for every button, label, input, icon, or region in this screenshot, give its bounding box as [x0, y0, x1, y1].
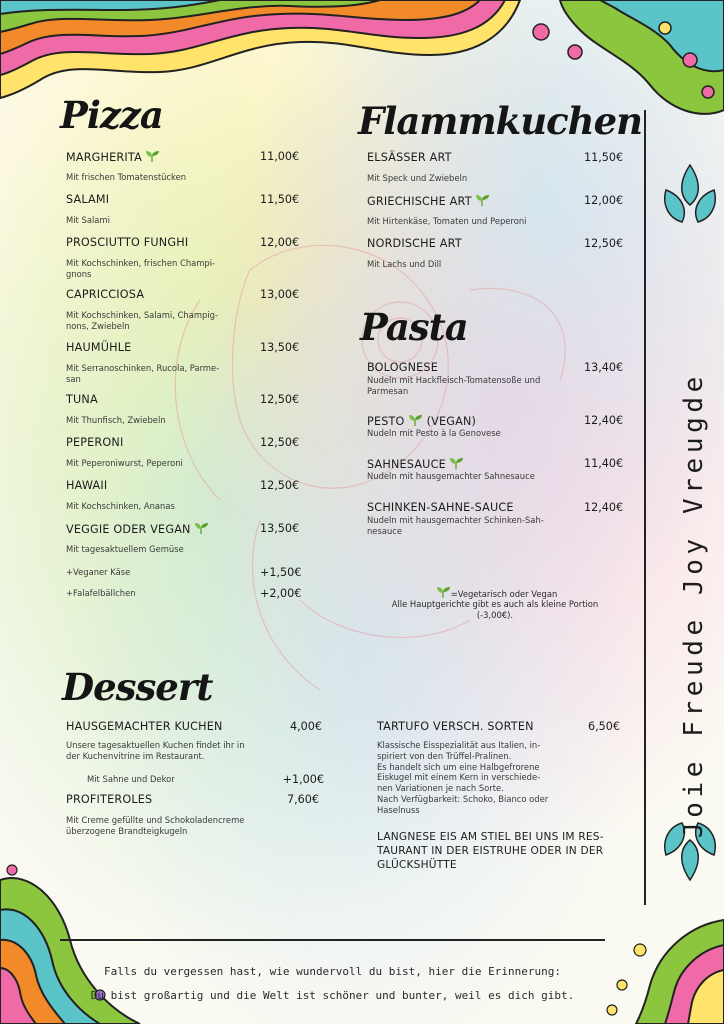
- pasta-heading: Pasta: [360, 305, 468, 349]
- dessert-kuchen-desc: Unsere tagesaktuellen Kuchen findet ihr in der Kuchenvitrine im Restaurant.: [66, 740, 245, 761]
- dessert-sahne-price: +1,00€: [282, 773, 324, 786]
- menu-item-price: 12,00€: [260, 236, 300, 249]
- menu-item-price: 12,40€: [584, 414, 624, 427]
- dessert-profiteroles-price: 7,60€: [286, 793, 319, 806]
- menu-item-name: [66, 150, 160, 165]
- menu-item-title: SALAMI: [66, 193, 110, 206]
- menu-item-name: [367, 194, 490, 209]
- dessert-kuchen-row: [66, 720, 322, 734]
- dessert-kuchen-price: 4,00€: [289, 720, 322, 733]
- sprout-icon: [408, 414, 423, 426]
- menu-item-row: [367, 501, 631, 515]
- menu-item-suffix: (VEGAN): [426, 415, 477, 428]
- menu-extra-price: +1,50€: [260, 566, 302, 579]
- menu-item-name: [66, 393, 98, 407]
- menu-item-price: 13,40€: [584, 361, 624, 374]
- menu-item-row: [367, 237, 631, 251]
- menu-extra-price: +2,00€: [260, 587, 302, 600]
- pasta-list: [367, 361, 631, 561]
- menu-item-title: ELSÄSSER ART: [367, 151, 452, 164]
- menu-item-desc: Mit Hirtenkäse, Tomaten und Peperoni: [367, 216, 527, 226]
- menu-item-row: [66, 393, 306, 407]
- dessert-heading: Dessert: [62, 665, 213, 709]
- menu-item-row: [367, 194, 631, 208]
- menu-item-name: [66, 522, 209, 537]
- menu-item-title: SAHNESAUCE: [367, 458, 446, 471]
- menu-item-title: HAWAII: [66, 479, 108, 492]
- sprout-icon: [145, 150, 160, 162]
- menu-item-name: [66, 479, 107, 493]
- menu-item-name: [367, 237, 462, 251]
- dessert-profiteroles-row: [66, 793, 319, 807]
- menu-item-desc: Nudeln mit hausgemachter Sahnesauce: [367, 471, 535, 481]
- menu-item-desc: Nudeln mit Pesto à la Genovese: [367, 428, 501, 438]
- menu-item-price: 13,00€: [260, 288, 300, 301]
- menu-item-name: [66, 288, 144, 302]
- sprout-icon: [436, 586, 451, 598]
- menu-item-desc: Mit Kochschinken, Salami, Champig- nons, Zwiebeln: [66, 310, 219, 331]
- menu-item-title: NORDISCHE ART: [367, 237, 462, 250]
- menu-item-price: 12,50€: [260, 393, 300, 406]
- menu-item-row: [66, 150, 306, 164]
- menu-item-price: 12,50€: [584, 237, 624, 250]
- menu-item-row: [367, 361, 631, 375]
- menu-item-title: HAUMÜHLE: [66, 341, 132, 354]
- menu-item-desc: Mit frischen Tomatenstücken: [66, 172, 187, 182]
- menu-item-price: 11,40€: [584, 457, 624, 470]
- menu-item-price: 11,50€: [260, 193, 300, 206]
- menu-item-title: GRIECHISCHE ART: [367, 195, 472, 208]
- menu-item-row: [367, 151, 631, 165]
- menu-item-row: [66, 288, 306, 302]
- sprout-icon: [194, 522, 209, 534]
- dessert-sahne-name: Mit Sahne und Dekor: [87, 774, 175, 784]
- dessert-tartufo-name: TARTUFO VERSCH. SORTEN: [377, 720, 534, 733]
- menu-item-price: 12,40€: [584, 501, 624, 514]
- pizza-list: [66, 150, 306, 650]
- menu-item-desc: Mit Salami: [66, 215, 110, 225]
- menu-item-name: [66, 341, 131, 355]
- menu-item-title: SCHINKEN-SAHNE-SAUCE: [367, 501, 514, 514]
- dessert-kuchen-name: HAUSGEMACHTER KUCHEN: [66, 720, 223, 733]
- menu-item-title: PROSCIUTTO FUNGHI: [66, 236, 189, 249]
- menu-item-desc: Mit Peperoniwurst, Peperoni: [66, 458, 183, 468]
- menu-item-name: [367, 457, 464, 472]
- menu-item-desc: Mit Speck und Zwiebeln: [367, 173, 468, 183]
- menu-item-name: [367, 361, 438, 375]
- menu-item-row: [66, 436, 306, 450]
- dessert-tartufo-desc: Klassische Eisspezialität aus Italien, in- spiriert von den Trüffel-Pralinen. Es handelt sich um eine Halbgefrorene Eiskugel mit einem Kern in verschiede- nen Variationen je nach Sorte. Nach Verfügbarkeit: Schoko, Bianco oder Haselnuss: [377, 740, 549, 815]
- menu-item-row: [66, 341, 306, 355]
- sprout-icon: [475, 194, 490, 206]
- menu-item-name: [66, 236, 188, 250]
- menu-item-row: [66, 236, 306, 250]
- dessert-sahne-row: [87, 773, 324, 787]
- menu-item-name: [367, 414, 476, 429]
- menu-item-desc: Nudeln mit hausgemachter Schinken-Sah- nesauce: [367, 515, 544, 536]
- dessert-profiteroles-desc: Mit Creme gefüllte und Schokoladencreme überzogene Brandteigkugeln: [66, 815, 245, 836]
- menu-item-row: [66, 193, 306, 207]
- menu-item-name: [367, 501, 514, 515]
- dessert-tartufo-price: 6,50€: [587, 720, 620, 733]
- vegetarian-legend: [360, 586, 630, 600]
- menu-extra-name: +Veganer Käse: [66, 567, 131, 577]
- footer-line-2: Du bist großartig und die Welt ist schöner und bunter, weil es dich gibt.: [90, 989, 575, 1002]
- menu-item-row: [66, 522, 306, 536]
- menu-item-title: CAPRICCIOSA: [66, 288, 145, 301]
- menu-item-desc: Mit Serranoschinken, Rucola, Parme- san: [66, 363, 220, 384]
- menu-item-price: 12,00€: [584, 194, 624, 207]
- side-greeting-text: Joie Freude Joy Vreugde: [679, 372, 709, 838]
- flammkuchen-heading: Flammkuchen: [358, 99, 643, 143]
- menu-item-price: 12,50€: [260, 436, 300, 449]
- menu-item-price: 13,50€: [260, 341, 300, 354]
- menu-item-desc: Mit Lachs und Dill: [367, 259, 442, 269]
- menu-extra-row: [66, 566, 306, 580]
- menu-item-name: [66, 193, 109, 207]
- menu-item-desc: Mit Kochschinken, frischen Champi- gnons: [66, 258, 216, 279]
- menu-item-desc: Mit Kochschinken, Ananas: [66, 501, 175, 511]
- menu-item-title: PEPERONI: [66, 436, 124, 449]
- menu-item-title: MARGHERITA: [66, 151, 142, 164]
- menu-item-row: [66, 479, 306, 493]
- footer-line-1: Falls du vergessen hast, wie wundervoll du bist, hier die Erinnerung:: [104, 965, 561, 978]
- menu-item-desc: Mit Thunfisch, Zwiebeln: [66, 415, 166, 425]
- menu-extra-row: [66, 587, 306, 601]
- menu-item-name: [66, 436, 123, 450]
- menu-item-price: 11,50€: [584, 151, 624, 164]
- vegetarian-legend-text: =Vegetarisch oder Vegan: [450, 589, 558, 599]
- pizza-heading: Pizza: [60, 93, 163, 137]
- menu-item-price: 13,50€: [260, 522, 300, 535]
- menu-item-desc: Mit tagesaktuellem Gemüse: [66, 544, 184, 554]
- sprout-icon: [449, 457, 464, 469]
- menu-item-title: TUNA: [66, 393, 98, 406]
- menu-item-title: PESTO: [367, 415, 405, 428]
- dessert-profiteroles-name: PROFITEROLES: [66, 793, 153, 806]
- menu-item-price: 11,00€: [260, 150, 300, 163]
- dessert-langnese-note: LANGNESE EIS AM STIEL BEI UNS IM RES- TAURANT IN DER EISTRUHE ODER IN DER GLÜCKSHÜTTE: [377, 831, 604, 871]
- menu-item-title: BOLOGNESE: [367, 361, 439, 374]
- flammkuchen-list: [367, 151, 631, 281]
- dessert-tartufo-row: [377, 720, 620, 734]
- menu-item-title: VEGGIE ODER VEGAN: [66, 523, 191, 536]
- menu-extra-name: +Falafelbällchen: [66, 588, 136, 598]
- menu-item-price: 12,50€: [260, 479, 300, 492]
- menu-item-name: [367, 151, 452, 165]
- portion-note: Alle Hauptgerichte gibt es auch als kleine Portion (-3,00€).: [391, 599, 599, 620]
- menu-item-desc: Nudeln mit Hackfleisch-Tomatensoße und Parmesan: [367, 375, 541, 396]
- menu-item-row: [367, 414, 631, 428]
- menu-item-row: [367, 457, 631, 471]
